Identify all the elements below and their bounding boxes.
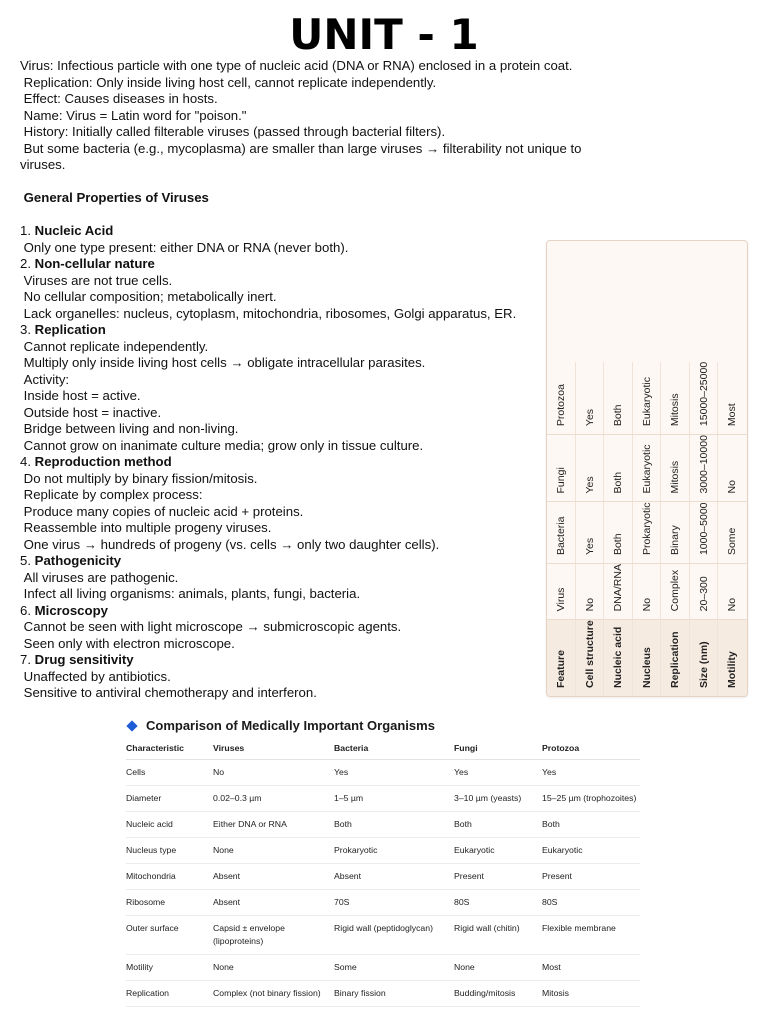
rotated-table-cell: Cell structure (576, 620, 605, 696)
rotated-table-cell: Nucleic acid (604, 620, 633, 696)
property-line: All viruses are pathogenic. (20, 569, 179, 585)
table-cell: Mitosis (542, 981, 640, 1007)
table-cell: Some (334, 955, 454, 981)
intro-line: History: Initially called filterable viruses (passed through bacterial filters). (20, 124, 446, 139)
rotated-table-cell: Protozoa (547, 362, 576, 434)
table-cell: Flexible membrane (542, 916, 640, 955)
table-cell: 80S (542, 890, 640, 916)
section-heading: General Properties of Viruses (23, 190, 209, 205)
rotated-table-cell: Mitosis (661, 435, 690, 501)
rotated-table-cell: No (726, 480, 739, 494)
table-cell: None (213, 838, 334, 864)
property-heading (20, 553, 600, 570)
rotated-table-cell: Yes (576, 435, 605, 501)
property-line: Seen only with electron microscope. (20, 635, 235, 651)
table-cell: Both (334, 812, 454, 838)
intro-section (20, 58, 600, 174)
property-number: 4. (20, 454, 35, 469)
table-row (126, 916, 640, 955)
property-number: 2. (20, 256, 35, 271)
comparison-title (128, 718, 435, 733)
table-header-cell: Fungi (454, 737, 542, 760)
rotated-table-cell: No (576, 564, 605, 619)
rotated-table-cell: Bacteria (547, 502, 576, 563)
rotated-table-row (547, 434, 747, 501)
property-line: Activity: (20, 371, 70, 387)
property-line: Cannot be seen with light microscope → submicroscopic agents. (20, 619, 402, 634)
table-cell: Yes (454, 760, 542, 786)
properties-list (20, 223, 600, 702)
table-row (126, 955, 640, 981)
property-line: Bridge between living and non-living. (20, 421, 239, 436)
table-cell: Rigid wall (chitin) (454, 916, 542, 955)
property-heading (20, 652, 600, 669)
table-cell: No (213, 760, 334, 786)
table-cell: Outer surface (126, 916, 213, 955)
rotated-table-cell: Complex (661, 564, 690, 619)
rotated-table-cell: No (633, 564, 662, 619)
rotated-table-row (547, 362, 747, 434)
rotated-table-cell: Yes (576, 362, 605, 434)
table-cell: Motility (126, 955, 213, 981)
property-title: Drug sensitivity (34, 652, 134, 667)
property-line: Produce many copies of nucleic acid + proteins. (20, 503, 304, 519)
rotated-table-cell: No (726, 597, 739, 612)
table-row (126, 760, 640, 786)
rotated-table-row (547, 501, 747, 563)
table-row (126, 981, 640, 1007)
table-row (126, 890, 640, 916)
intro-line: Name: Virus = Latin word for "poison." (20, 107, 247, 123)
table-cell: Absent (213, 864, 334, 890)
rotated-comparison-table (546, 240, 748, 697)
property-heading (20, 256, 600, 273)
table-cell: Yes (334, 760, 454, 786)
property-line: Lack organelles: nucleus, cytoplasm, mitochondria, ribosomes, Golgi apparatus, ER. (20, 305, 517, 321)
rotated-table-cell: Most (726, 403, 739, 427)
table-cell: None (213, 955, 334, 981)
property-heading (20, 322, 600, 339)
table-cell: Present (454, 864, 542, 890)
table-cell: Either DNA or RNA (213, 812, 334, 838)
table-cell: Nucleic acid (126, 812, 213, 838)
table-cell: 0.02–0.3 µm (213, 786, 334, 812)
table-header-row (126, 737, 640, 760)
table-cell: Nucleus type (126, 838, 213, 864)
rotated-table-cell: Motility (718, 620, 747, 696)
table-cell: Present (542, 864, 640, 890)
property-title: Reproduction method (34, 454, 172, 469)
property-line: Infect all living organisms: animals, plants, fungi, bacteria. (20, 586, 361, 601)
table-cell: Capsid ± envelope (lipoproteins) (213, 916, 334, 955)
rotated-table-cell: Feature (547, 620, 576, 696)
property-line: One virus → hundreds of progeny (vs. cells → only two daughter cells). (20, 536, 440, 552)
table-row (126, 864, 640, 890)
table-row (126, 812, 640, 838)
property-line: Inside host = active. (20, 388, 141, 403)
property-line: Reassemble into multiple progeny viruses. (20, 520, 272, 535)
table-cell: Complex (not binary fission) (213, 981, 334, 1007)
table-cell: Ribosome (126, 890, 213, 916)
property-heading (20, 454, 600, 471)
table-header-cell: Bacteria (334, 737, 454, 760)
property-number: 3. (20, 322, 35, 337)
rotated-table-cell: Eukaryotic (633, 362, 662, 434)
property-number: 1. (20, 223, 35, 238)
page-title: UNIT - 1 (289, 10, 479, 59)
property-line: No cellular composition; metabolically inert. (20, 289, 277, 304)
intro-line: Replication: Only inside living host cell, cannot replicate independently. (20, 74, 437, 90)
rotated-table-row (547, 563, 747, 619)
property-line: Unaffected by antibiotics. (20, 668, 171, 684)
comparison-table (126, 737, 640, 1007)
table-row (126, 786, 640, 812)
table-cell: Mitochondria (126, 864, 213, 890)
table-cell: 80S (454, 890, 542, 916)
rotated-table-cell: Replication (661, 620, 690, 696)
intro-line: Effect: Causes diseases in hosts. (20, 91, 218, 106)
comparison-title-text: Comparison of Medically Important Organisms (146, 718, 435, 733)
rotated-table-cell: Both (604, 362, 633, 434)
property-title: Non-cellular nature (34, 256, 155, 271)
rotated-table-cell: Eukaryotic (633, 435, 662, 501)
rotated-table-cell: DNA/RNA (604, 564, 633, 619)
table-cell: Replication (126, 981, 213, 1007)
intro-line: Virus: Infectious particle with one type of nucleic acid (DNA or RNA) enclosed in a protein coat. (20, 58, 573, 73)
table-row (126, 838, 640, 864)
rotated-table-cell: Virus (547, 564, 576, 619)
table-cell: Prokaryotic (334, 838, 454, 864)
rotated-table-cell: 3000–10000 (690, 435, 719, 501)
property-line: Viruses are not true cells. (20, 272, 173, 288)
table-cell: Budding/mitosis (454, 981, 542, 1007)
rotated-table-cell: Yes (576, 502, 605, 563)
property-line: Multiply only inside living host cells → obligate intracellular parasites. (20, 355, 426, 370)
table-header-cell: Protozoa (542, 737, 640, 760)
rotated-table-cell: Prokaryotic (633, 502, 662, 563)
table-header-cell: Characteristic (126, 737, 213, 760)
property-title: Pathogenicity (34, 553, 122, 568)
rotated-table-cell: Both (604, 502, 633, 563)
property-number: 5. (20, 553, 35, 568)
table-cell: 15–25 µm (trophozoites) (542, 786, 640, 812)
property-title: Microscopy (34, 602, 108, 618)
property-title: Nucleic Acid (34, 223, 114, 238)
table-cell: 1–5 µm (334, 786, 454, 812)
rotated-table-cell: 1000–5000 (690, 502, 719, 563)
table-cell: Most (542, 955, 640, 981)
table-cell: Absent (213, 890, 334, 916)
property-line: Cannot replicate independently. (20, 338, 209, 354)
table-cell: Eukaryotic (454, 838, 542, 864)
table-cell: Yes (542, 760, 640, 786)
rotated-table-cell: 20–300 (690, 564, 719, 619)
rotated-table-cell: Size (nm) (690, 620, 719, 696)
rotated-table-header-row (547, 619, 747, 696)
property-heading (20, 603, 600, 620)
table-header-cell: Viruses (213, 737, 334, 760)
rotated-table-cell: Both (604, 435, 633, 501)
property-line: Sensitive to antiviral chemotherapy and interferon. (20, 685, 317, 700)
main-text (20, 58, 600, 702)
table-cell: Rigid wall (peptidoglycan) (334, 916, 454, 955)
rotated-table-cell: Nucleus (633, 620, 662, 696)
table-cell: Both (542, 812, 640, 838)
table-cell: 3–10 µm (yeasts) (454, 786, 542, 812)
property-line: Outside host = inactive. (20, 404, 162, 420)
property-number: 6. (20, 602, 35, 618)
property-number: 7. (20, 652, 35, 667)
table-cell: 70S (334, 890, 454, 916)
property-line: Cannot grow on inanimate culture media; grow only in tissue culture. (20, 437, 424, 453)
property-heading (20, 223, 600, 240)
rotated-table-cell: Fungi (547, 435, 576, 501)
table-cell: Both (454, 812, 542, 838)
table-cell: Binary fission (334, 981, 454, 1007)
intro-line: But some bacteria (e.g., mycoplasma) are smaller than large viruses → filterability not unique to viruses. (20, 140, 586, 172)
rotated-table-cell: Mitosis (661, 362, 690, 434)
property-line: Do not multiply by binary fission/mitosis. (20, 470, 258, 486)
rotated-table-cell: Binary (661, 502, 690, 563)
rotated-table-cell: Some (726, 527, 739, 556)
table-cell: Diameter (126, 786, 213, 812)
table-cell: Eukaryotic (542, 838, 640, 864)
table-cell: Cells (126, 760, 213, 786)
diamond-icon (126, 720, 137, 731)
property-line: Replicate by complex process: (20, 487, 203, 502)
rotated-table-cell: 15000–25000 (690, 362, 719, 434)
property-line: Only one type present: either DNA or RNA (never both). (20, 239, 349, 255)
property-title: Replication (34, 322, 106, 337)
table-cell: Absent (334, 864, 454, 890)
table-cell: None (454, 955, 542, 981)
